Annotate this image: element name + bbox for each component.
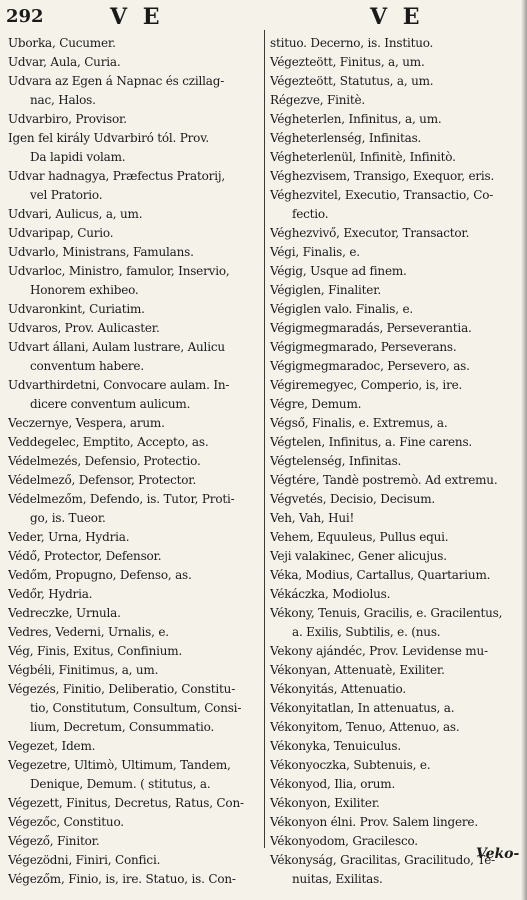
dictionary-line: Vékonyitom, Tenuo, Attenuo, as. <box>270 720 460 734</box>
right-running-head: V E <box>370 4 424 30</box>
dictionary-line: tio, Constitutum, Consultum, Consi- <box>30 701 242 715</box>
dictionary-line: Vedreczke, Urnula. <box>8 606 121 620</box>
dictionary-line: Udvaronkint, Curiatim. <box>8 302 145 316</box>
catchword: Veko- <box>476 846 520 862</box>
dictionary-line: Vedőr, Hydria. <box>8 587 93 601</box>
dictionary-line: Végső, Finalis, e. Extremus, a. <box>270 416 448 430</box>
dictionary-line: Vedőm, Propugno, Defenso, as. <box>8 568 192 582</box>
dictionary-line: Végvetés, Decisio, Decisum. <box>270 492 436 506</box>
dictionary-line: Véghezvivő, Executor, Transactor. <box>270 226 470 240</box>
left-running-head: V E <box>110 4 164 30</box>
dictionary-line: Da lapidi volam. <box>30 150 126 164</box>
dictionary-line: Veh, Vah, Hui! <box>270 511 355 525</box>
dictionary-line: Udvar, Aula, Curia. <box>8 55 121 69</box>
dictionary-line: Vekony ajándéc, Prov. Levidense mu- <box>270 644 488 658</box>
dictionary-line: Uborka, Cucumer. <box>8 36 116 50</box>
dictionary-line: Végezteött, Statutus, a, um. <box>270 74 434 88</box>
dictionary-line: Vékonyitatlan, In attenuatus, a. <box>270 701 455 715</box>
dictionary-line: Vegezetre, Ultimò, Ultimum, Tandem, <box>8 758 231 772</box>
dictionary-line: Végigmegmaradás, Perseverantia. <box>270 321 472 335</box>
dictionary-line: Denique, Demum. ( stitutus, a. <box>30 777 211 791</box>
page-header <box>0 4 527 32</box>
column-divider <box>264 30 265 848</box>
dictionary-line: Védő, Protector, Defensor. <box>8 549 162 563</box>
dictionary-line: Végezőm, Finio, is, ire. Statuo, is. Con- <box>8 872 236 886</box>
dictionary-line: Végező, Finitor. <box>8 834 100 848</box>
dictionary-line: Vékonyon élni. Prov. Salem lingere. <box>270 815 478 829</box>
dictionary-line: Vedres, Vederni, Urnalis, e. <box>8 625 169 639</box>
dictionary-line: Udvar hadnagya, Præfectus Pratorij, <box>8 169 225 183</box>
dictionary-line: Végezőc, Constituo. <box>8 815 124 829</box>
right-column <box>270 34 520 889</box>
dictionary-line: Védelmezőm, Defendo, is. Tutor, Proti- <box>8 492 235 506</box>
dictionary-line: Veder, Urna, Hydria. <box>8 530 130 544</box>
dictionary-line: Udvarbiro, Provisor. <box>8 112 127 126</box>
dictionary-line: Vékonyka, Tenuiculus. <box>270 739 401 753</box>
left-column <box>8 34 262 889</box>
dictionary-line: Végezödni, Finiri, Confici. <box>8 853 161 867</box>
dictionary-line: Udvaros, Prov. Aulicaster. <box>8 321 160 335</box>
dictionary-line: Végtére, Tandè postremò. Ad extremu. <box>270 473 498 487</box>
dictionary-line: Vékonyodom, Gracilesco. <box>270 834 418 848</box>
page-edge-shadow <box>521 0 527 900</box>
dictionary-line: Véka, Modius, Cartallus, Quartarium. <box>270 568 491 582</box>
dictionary-line: Védelmezés, Defensio, Protectio. <box>8 454 201 468</box>
dictionary-line: Végezett, Finitus, Decretus, Ratus, Con- <box>8 796 244 810</box>
dictionary-line: Udvart állani, Aulam lustrare, Aulicu <box>8 340 225 354</box>
dictionary-line: stituo. Decerno, is. Instituo. <box>270 36 434 50</box>
dictionary-line: dicere conventum aulicum. <box>30 397 191 411</box>
dictionary-line: Véghezvitel, Executio, Transactio, Co- <box>270 188 494 202</box>
dictionary-line: Vékonyság, Gracilitas, Gracilitudo, Te- <box>270 853 495 867</box>
dictionary-line: Vékonyan, Attenuatè, Exiliter. <box>270 663 445 677</box>
dictionary-line: Udvara az Egen á Napnac és czillag- <box>8 74 225 88</box>
dictionary-line: Végezés, Finitio, Deliberatio, Constitu- <box>8 682 236 696</box>
dictionary-line: Végigmegmarado, Perseverans. <box>270 340 457 354</box>
dictionary-line: nac, Halos. <box>30 93 96 107</box>
dictionary-line: Végezteött, Finitus, a, um. <box>270 55 425 69</box>
dictionary-line: Végi, Finalis, e. <box>270 245 360 259</box>
dictionary-line: Veddegelec, Emptito, Accepto, as. <box>8 435 209 449</box>
page-number: 292 <box>6 6 44 27</box>
dictionary-line: Végig, Usque ad finem. <box>270 264 407 278</box>
dictionary-line: Vehem, Equuleus, Pullus equi. <box>270 530 449 544</box>
dictionary-line: go, is. Tueor. <box>30 511 106 525</box>
dictionary-line: Udvari, Aulicus, a, um. <box>8 207 143 221</box>
dictionary-line: Végheterlenül, Infinitè, Infinitò. <box>270 150 456 164</box>
dictionary-line: Udvaripap, Curio. <box>8 226 114 240</box>
dictionary-line: Veczernye, Vespera, arum. <box>8 416 165 430</box>
dictionary-line: Végheterlenség, Infinitas. <box>270 131 422 145</box>
dictionary-line: vel Pratorio. <box>30 188 103 202</box>
dictionary-line: Végiglen, Finaliter. <box>270 283 382 297</box>
dictionary-line: Vég, Finis, Exitus, Confinium. <box>8 644 183 658</box>
dictionary-line: Véghezvisem, Transigo, Exequor, eris. <box>270 169 495 183</box>
dictionary-line: nuitas, Exilitas. <box>292 872 383 886</box>
dictionary-line: Végiglen valo. Finalis, e. <box>270 302 413 316</box>
dictionary-line: Végtelen, Infinitus, a. Fine carens. <box>270 435 473 449</box>
dictionary-line: Vékáczka, Modiolus. <box>270 587 391 601</box>
dictionary-line: fectio. <box>292 207 329 221</box>
dictionary-line: Udvarloc, Ministro, famulor, Inservio, <box>8 264 230 278</box>
dictionary-line: Végre, Demum. <box>270 397 362 411</box>
dictionary-line: Honorem exhibeo. <box>30 283 139 297</box>
dictionary-line: Végbéli, Finitimus, a, um. <box>8 663 159 677</box>
dictionary-line: Udvarlo, Ministrans, Famulans. <box>8 245 194 259</box>
dictionary-line: Vegezet, Idem. <box>8 739 96 753</box>
dictionary-line: Régezve, Finitè. <box>270 93 366 107</box>
dictionary-line: a. Exilis, Subtilis, e. (nus. <box>292 625 441 639</box>
dictionary-line: Végheterlen, Infinitus, a, um. <box>270 112 442 126</box>
dictionary-line: Végigmegmaradoc, Persevero, as. <box>270 359 470 373</box>
dictionary-line: Végtelenség, Infinitas. <box>270 454 402 468</box>
dictionary-line: Végiremegyec, Comperio, is, ire. <box>270 378 463 392</box>
dictionary-line: Védelmező, Defensor, Protector. <box>8 473 197 487</box>
dictionary-line: Igen fel király Udvarbiró tól. Prov. <box>8 131 209 145</box>
dictionary-line: Vékonyoczka, Subtenuis, e. <box>270 758 431 772</box>
dictionary-line: Udvarthirdetni, Convocare aulam. In- <box>8 378 230 392</box>
dictionary-line: Vékony, Tenuis, Gracilis, e. Gracilentus, <box>270 606 503 620</box>
dictionary-line: Veji valakinec, Gener alicujus. <box>270 549 447 563</box>
dictionary-line: Vékonyod, Ilia, orum. <box>270 777 396 791</box>
dictionary-line: Vékonyitás, Attenuatio. <box>270 682 406 696</box>
dictionary-line: lium, Decretum, Consummatio. <box>30 720 215 734</box>
dictionary-line: Vékonyon, Exiliter. <box>270 796 380 810</box>
dictionary-line: conventum habere. <box>30 359 144 373</box>
